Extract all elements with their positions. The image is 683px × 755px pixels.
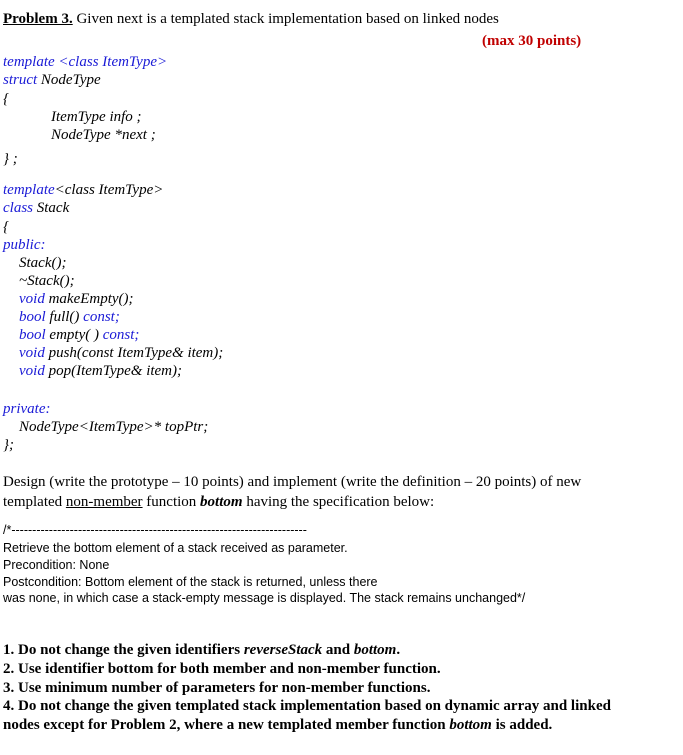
full-decl: [19, 309, 120, 326]
spec-line-4: was none, in which case a stack-empty message is displayed. The stack remains unchanged*/: [3, 591, 526, 605]
design-text-1: Design (write the prototype – 10 points) and implement (write the definition – 20 points) of new templated: [3, 474, 582, 510]
class-open-brace: {: [3, 219, 9, 235]
note-1-period: .: [396, 642, 401, 658]
non-member-text: non-member: [65, 494, 143, 510]
bottom-identifier: bottom: [353, 642, 397, 658]
method-signature: push(const ItemType& item);: [44, 345, 224, 361]
struct-name: NodeType: [37, 72, 101, 88]
template-keyword: template: [3, 54, 55, 70]
note-3: 3. Use minimum number of parameters for non-member functions.: [3, 680, 431, 696]
method-signature: pop(ItemType& item);: [44, 363, 183, 379]
push-decl: [19, 345, 223, 362]
note-2: 2. Use identifier bottom for both member and non-member function.: [3, 661, 441, 677]
max-points: (max 30 points): [482, 33, 582, 49]
bottom-identifier: bottom: [449, 717, 492, 733]
top-ptr-field: NodeType<ItemType>* topPtr;: [19, 419, 209, 435]
bottom-identifier: bottom: [200, 494, 243, 510]
problem-text: Given next is a templated stack implementation based on linked nodes: [72, 11, 499, 27]
stack-template-line: [3, 182, 163, 199]
const-qualifier: const;: [102, 327, 140, 343]
class-close-brace: };: [3, 437, 14, 453]
method-signature: empty( ): [45, 327, 103, 343]
node-info-field: ItemType info ;: [51, 109, 142, 125]
note-4-end: is added.: [491, 717, 553, 733]
return-type: void: [19, 345, 45, 361]
method-signature: makeEmpty();: [44, 291, 134, 307]
design-instructions: [3, 472, 643, 512]
class-name: Stack: [33, 200, 70, 216]
constructor-decl: Stack();: [19, 255, 67, 271]
struct-keyword: struct: [3, 72, 38, 88]
note-4-text: 4. Do not change the given templated stack implementation based on dynamic array and linked nodes except for Problem 2, where a new templated member function: [3, 698, 611, 733]
note-1: [3, 641, 400, 660]
empty-decl: [19, 327, 139, 344]
design-text-3: having the specification below:: [242, 494, 435, 510]
return-type: bool: [19, 309, 46, 325]
const-qualifier: const;: [83, 309, 120, 325]
template-params: <class ItemType>: [54, 182, 164, 198]
template-params: <class ItemType>: [54, 54, 168, 70]
destructor-decl: ~Stack();: [19, 273, 75, 289]
public-keyword: public:: [3, 237, 46, 253]
note-1-text: 1. Do not change the given identifiers: [3, 642, 244, 658]
struct-line: [3, 72, 101, 89]
note-4: [3, 697, 643, 735]
problem-header: [3, 11, 499, 28]
node-next-field: NodeType *next ;: [51, 127, 156, 143]
make-empty-decl: [19, 291, 134, 308]
spec-line-1: Retrieve the bottom element of a stack received as parameter.: [3, 541, 348, 555]
private-keyword: private:: [3, 401, 51, 417]
pop-decl: [19, 363, 182, 380]
node-template-line: [3, 54, 167, 71]
note-1-and: and: [322, 642, 354, 658]
return-type: bool: [19, 327, 46, 343]
design-text-2: function: [142, 494, 201, 510]
template-keyword: template: [3, 182, 55, 198]
struct-close-brace: } ;: [3, 151, 18, 167]
spec-line-2: Precondition: None: [3, 558, 110, 572]
spec-comment-open: /*-----------------------------------------------------------------------: [3, 523, 307, 537]
problem-label: Problem 3.: [3, 11, 73, 27]
method-signature: full(): [45, 309, 84, 325]
spec-line-3: Postcondition: Bottom element of the stack is returned, unless there: [3, 575, 378, 589]
class-line: [3, 200, 69, 217]
struct-open-brace: {: [3, 91, 9, 107]
return-type: void: [19, 363, 45, 379]
class-keyword: class: [3, 200, 33, 216]
reverse-stack-identifier: reverseStack: [243, 642, 323, 658]
return-type: void: [19, 291, 45, 307]
